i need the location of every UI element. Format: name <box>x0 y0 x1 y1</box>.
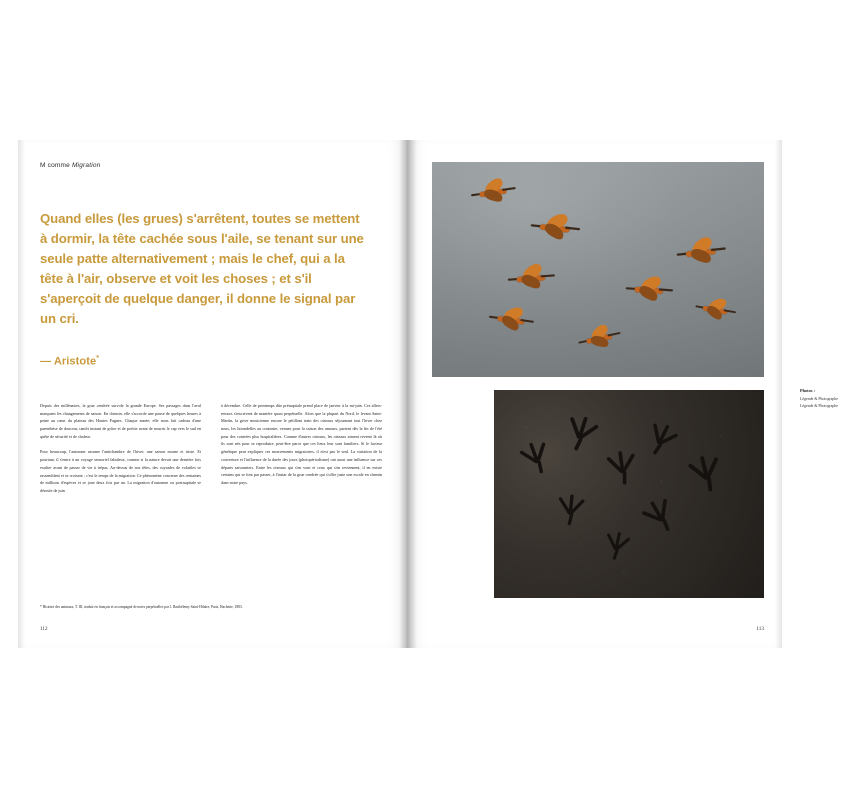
attribution-note-marker: * <box>96 355 100 363</box>
photo-legend <box>800 388 860 409</box>
running-head <box>40 162 382 169</box>
running-head-prefix: M comme <box>40 162 72 169</box>
footprint <box>600 446 646 492</box>
folio-left: 112 <box>40 626 48 632</box>
body-columns <box>40 402 382 503</box>
legend-title: Photos : <box>800 388 815 393</box>
crane-footprints-photo <box>494 390 764 598</box>
footprint <box>550 490 591 531</box>
crane-silhouette <box>625 279 677 300</box>
page-right <box>408 140 839 648</box>
crane-silhouette <box>507 267 559 288</box>
paragraph: Pour beaucoup, l'automne assume l'antichambre de l'hiver, une saison morne et triste. Et pourtant, il s'entre à un voyage sensoriel fabuleux, comme si la nature devait une dernière fois exulter avant de passer de vie à trépas. Au-dessus de nos têtes, des cuyrades de volatiles se rassemblent et se croisent ; c'est le temps de la migration. Ce phénomène concerne des centaines de millions d'espèces et se joue deux fois par an. La migration d'automne ou postnuptiale se déroule de juin <box>40 449 201 493</box>
body-column-1 <box>40 402 201 503</box>
body-column-2 <box>221 402 382 503</box>
folio-right: 113 <box>756 626 764 632</box>
flying-cranes-photo <box>432 162 764 377</box>
running-head-italic: Migration <box>71 162 101 169</box>
open-book <box>18 140 839 648</box>
quote-attribution <box>40 355 382 368</box>
paragraph: à décembre. Celle de printemps dite prénuptiale prend place de janvier à la mi-juin. Ces allers-retours s'inscrivent de manière quasi perpétuelle. Alors que la plupart du Nord, le levant Saint-Martin, la grive musicienne encore le pétillant train des oiseaux séjournant tout l'hiver chez nous, les hirondelles au contraire, venues pour la saison des amours, partent dès la fin de l'été pour des contrées plus hospitalières. Comme d'autres oiseaux, les oiseaux aiment revenir là où ils sont nés pour se reproduire, peut-être parce que ces lieux leur sont familiers. Si le facteur génétique peut expliquer ces mouvements migratoires, il n'est pas le seul. La variation de la couverture et l'influence de la durée des jours (photopériodisme) ont aussi une influence sur ces départs saisonniers. Entre les oiseaux qui s'en vont et ceux qui s'en reviennent, il en existe certains qui se font par passer, à l'instar de la grue cendrée qui s'offre juste une escale en chemin dans notre pays. <box>221 403 382 485</box>
legend-line: Légende & Photographe <box>800 403 839 408</box>
paragraph: Depuis des millénaires, la grue cendrée survole la grande Europe. Ses passages dans l'aval marquent les changements de saison. En chemin, elle s'accorde une pause de quelques heures à peine au cœur du plateau des Hautes Fagnes. Chaque année, elle nous fait cadeau d'une parenthèse de douceur, tantôt instant de grâce et de poésie avant de nourrir le cap vers le sud en quête de sécurité et de chaleur. <box>40 403 201 439</box>
legend-line: Légende & Photographe <box>800 397 839 401</box>
page-left <box>18 140 408 648</box>
attribution-text: — Aristote <box>40 356 97 369</box>
page-edge-shadow-left <box>18 140 25 648</box>
footnote: * Histoire des animaux, T. III, traduit en français et accompagné de notes perpétuelles par J. Barthélemy Saint-Hilaire, Paris, Hachette, 1883. <box>40 604 243 609</box>
footprint <box>597 527 637 567</box>
page-edge-shadow-right <box>775 140 782 648</box>
pull-quote: Quand elles (les grues) s'arrêtent, toutes se mettent à dormir, la tête cachée sous l'aile, se tenant sur une seule patte alternativement ; mais le chef, qui a la tête à l'air, observe et voit les choses ; et s'il s'aperçoit de quelque danger, il donne le signal par un cri. <box>40 211 364 327</box>
